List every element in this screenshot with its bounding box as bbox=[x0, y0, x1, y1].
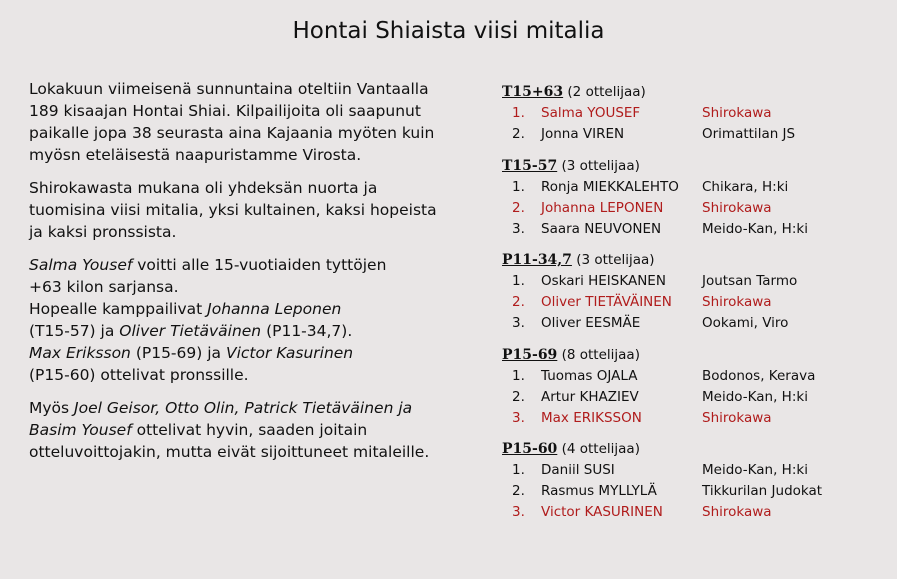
results-group bbox=[502, 345, 892, 429]
medals-text: (P15-69) ja bbox=[130, 344, 226, 362]
medals-line bbox=[29, 320, 449, 342]
athlete-name: Oliver EESMÄE bbox=[541, 315, 641, 331]
weight-class-code: P15-60 bbox=[502, 441, 558, 457]
shirokawa-paragraph bbox=[29, 177, 449, 243]
shirokawa-line: tuomisina viisi mitalia, yksi kultainen, kaksi hopeista bbox=[29, 201, 437, 219]
results-group bbox=[502, 156, 892, 240]
competitor-count: (4 ottelijaa) bbox=[557, 441, 640, 457]
intro-line: myösn eteläisestä naapuristamme Virosta. bbox=[29, 146, 362, 164]
club-name: Meido-Kan, H:ki bbox=[702, 462, 808, 478]
others-line bbox=[29, 397, 449, 419]
rank: 2. bbox=[512, 483, 525, 499]
group-header bbox=[502, 82, 892, 103]
rank: 3. bbox=[512, 409, 525, 426]
club-name: Tikkurilan Judokat bbox=[702, 483, 823, 499]
medals-text: voitti alle 15-vuotiaiden tyttöjen bbox=[132, 256, 387, 274]
weight-class-code: P11-34,7 bbox=[502, 252, 572, 268]
shirokawa-line: ja kaksi pronssista. bbox=[29, 223, 177, 241]
result-row bbox=[502, 103, 892, 124]
rank: 2. bbox=[512, 126, 525, 142]
page-title: Hontai Shiaista viisi mitalia bbox=[292, 18, 605, 44]
athlete-name: Tuomas OJALA bbox=[541, 367, 638, 384]
athlete-name: Oliver Tietäväinen bbox=[119, 322, 262, 340]
intro-line: 189 kisaajan Hontai Shiai. Kilpailijoita oli saapunut bbox=[29, 102, 421, 120]
result-row bbox=[502, 219, 892, 240]
result-row bbox=[502, 271, 892, 292]
intro-line: paikalle jopa 38 seurasta aina Kajaania myöten kuin bbox=[29, 124, 435, 142]
intro-paragraph bbox=[29, 78, 449, 166]
athlete-name: Max Eriksson bbox=[29, 344, 131, 362]
others-paragraph bbox=[29, 397, 449, 463]
club-name: Shirokawa bbox=[702, 409, 772, 426]
competitor-count: (3 ottelijaa) bbox=[557, 157, 640, 174]
club-name: Shirokawa bbox=[702, 199, 772, 216]
club-name: Shirokawa bbox=[702, 294, 772, 310]
rank: 3. bbox=[512, 315, 525, 331]
result-row bbox=[502, 387, 892, 408]
athlete-name: Daniil SUSI bbox=[541, 462, 615, 478]
weight-class-code: P15-69 bbox=[502, 346, 558, 363]
medals-text: Hopealle kamppailivat bbox=[29, 300, 208, 318]
others-text: Myös bbox=[29, 399, 75, 417]
others-line: otteluvoittojakin, mutta eivät sijoittuneet mitaleille. bbox=[29, 443, 430, 461]
result-row bbox=[502, 313, 892, 334]
medals-text: (T15-57) ja bbox=[29, 322, 120, 340]
club-name: Meido-Kan, H:ki bbox=[702, 388, 808, 405]
results-group bbox=[502, 439, 892, 523]
article-body bbox=[29, 78, 449, 474]
athlete-name: Jonna VIREN bbox=[541, 126, 625, 142]
athlete-name: Johanna Leponen bbox=[207, 300, 342, 318]
result-row bbox=[502, 460, 892, 481]
athlete-names: Basim Yousef bbox=[29, 421, 132, 439]
athlete-name: Oskari HEISKANEN bbox=[541, 273, 666, 289]
result-row bbox=[502, 292, 892, 313]
club-name: Shirokawa bbox=[702, 504, 772, 520]
rank: 1. bbox=[512, 462, 525, 478]
club-name: Chikara, H:ki bbox=[702, 178, 789, 195]
medals-text: (P11-34,7). bbox=[261, 322, 353, 340]
result-row bbox=[502, 366, 892, 387]
weight-class-code: T15+63 bbox=[502, 84, 564, 100]
result-row bbox=[502, 177, 892, 198]
athlete-name: Rasmus MYLLYLÄ bbox=[541, 483, 657, 499]
competitor-count: (8 ottelijaa) bbox=[557, 346, 640, 363]
athlete-name: Artur KHAZIEV bbox=[541, 388, 639, 405]
competitor-count: (3 ottelijaa) bbox=[571, 252, 655, 268]
results-group bbox=[502, 82, 892, 145]
club-name: Shirokawa bbox=[702, 105, 772, 121]
athlete-name: Salma YOUSEF bbox=[541, 105, 641, 121]
medals-line: +63 kilon sarjansa. bbox=[29, 278, 179, 296]
athlete-name: Oliver TIETÄVÄINEN bbox=[541, 294, 672, 310]
club-name: Bodonos, Kerava bbox=[702, 367, 816, 384]
club-name: Ookami, Viro bbox=[702, 315, 789, 331]
result-row bbox=[502, 198, 892, 219]
club-name: Joutsan Tarmo bbox=[702, 273, 798, 289]
rank: 3. bbox=[512, 504, 525, 520]
medals-line bbox=[29, 298, 449, 320]
result-row bbox=[502, 481, 892, 502]
athlete-name: Victor Kasurinen bbox=[225, 344, 354, 362]
rank: 1. bbox=[512, 273, 525, 289]
rank: 1. bbox=[512, 367, 525, 384]
weight-class-code: T15-57 bbox=[502, 157, 558, 174]
others-text: ottelivat hyvin, saaden joitain bbox=[131, 421, 368, 439]
group-header bbox=[502, 345, 892, 366]
medals-line bbox=[29, 342, 449, 364]
rank: 2. bbox=[512, 199, 525, 216]
result-row bbox=[502, 502, 892, 523]
group-header bbox=[502, 250, 892, 271]
medals-line bbox=[29, 254, 449, 276]
club-name: Orimattilan JS bbox=[702, 126, 796, 142]
club-name: Meido-Kan, H:ki bbox=[702, 220, 808, 237]
shirokawa-line: Shirokawasta mukana oli yhdeksän nuorta ja bbox=[29, 179, 378, 197]
result-row bbox=[502, 408, 892, 429]
athlete-name: Max ERIKSSON bbox=[541, 409, 642, 426]
medals-paragraph bbox=[29, 254, 449, 386]
group-header bbox=[502, 156, 892, 177]
athlete-name: Johanna LEPONEN bbox=[541, 199, 664, 216]
rank: 2. bbox=[512, 388, 525, 405]
athlete-names: Joel Geisor, Otto Olin, Patrick Tietäväinen ja bbox=[74, 399, 413, 417]
rank: 2. bbox=[512, 294, 525, 310]
results-list bbox=[502, 82, 892, 534]
athlete-name: Saara NEUVONEN bbox=[541, 220, 662, 237]
athlete-name: Ronja MIEKKALEHTO bbox=[541, 178, 679, 195]
others-line bbox=[29, 419, 449, 441]
competitor-count: (2 ottelijaa) bbox=[563, 84, 646, 100]
results-group bbox=[502, 250, 892, 334]
rank: 3. bbox=[512, 220, 525, 237]
intro-line: Lokakuun viimeisenä sunnuntaina oteltiin Vantaalla bbox=[29, 80, 429, 98]
medals-line: (P15-60) ottelivat pronssille. bbox=[29, 366, 249, 384]
athlete-name: Salma Yousef bbox=[29, 256, 133, 274]
rank: 1. bbox=[512, 178, 525, 195]
athlete-name: Victor KASURINEN bbox=[541, 504, 663, 520]
result-row bbox=[502, 124, 892, 145]
group-header bbox=[502, 439, 892, 460]
rank: 1. bbox=[512, 105, 525, 121]
